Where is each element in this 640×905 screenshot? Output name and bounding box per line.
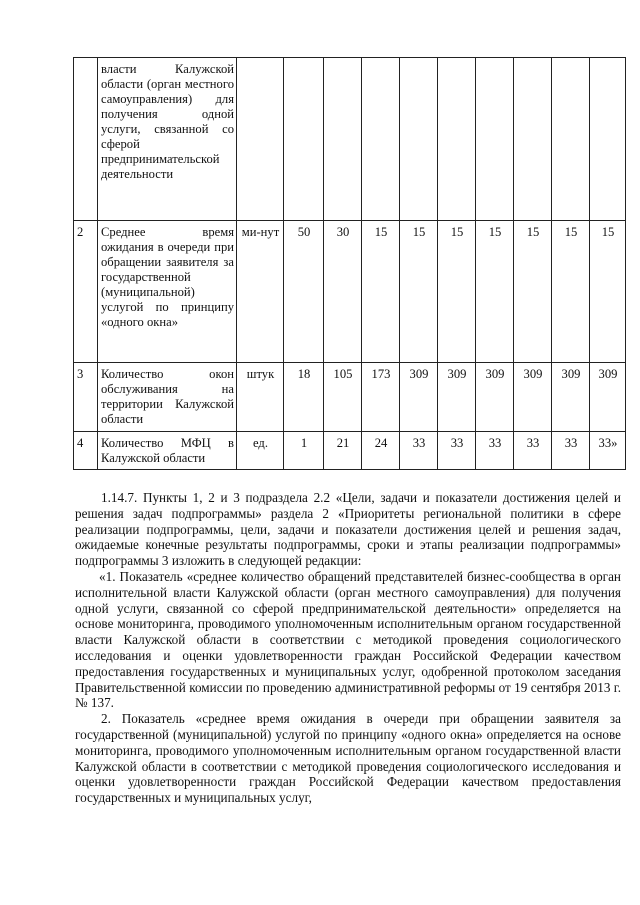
row-number: 4: [74, 432, 98, 470]
indicator-value: 30: [324, 221, 362, 363]
indicator-value: 309: [438, 363, 476, 432]
indicator-value: [590, 58, 626, 221]
indicator-value: 309: [590, 363, 626, 432]
indicator-value: 105: [324, 363, 362, 432]
indicator-value: [476, 58, 514, 221]
indicator-value: 24: [362, 432, 400, 470]
table-body: [74, 58, 626, 470]
unit-of-measure: ми-нут: [237, 221, 284, 363]
indicators-table: [73, 57, 626, 470]
indicator-value: 15: [552, 221, 590, 363]
indicator-value: 33»: [590, 432, 626, 470]
indicator-value: 33: [400, 432, 438, 470]
paragraph-indicator-2: 2. Показатель «среднее время ожидания в очереди при обращении заявителя за государственной (муниципальной) услугой по принципу «одного окна» определяется на основе мониторинга, проводимого уполномоченным исполнительным органом государственной власти Калужской области в соответствии с методикой проведения социологического исследования и оценки удовлетворенности граждан Российской Федерации качеством предоставления государственных и муниципальных услуг,: [75, 711, 621, 806]
indicator-value: 309: [476, 363, 514, 432]
indicator-value: [552, 58, 590, 221]
row-number: 3: [74, 363, 98, 432]
indicator-value: 15: [362, 221, 400, 363]
document-text: [75, 490, 621, 806]
indicator-value: [362, 58, 400, 221]
indicator-value: [438, 58, 476, 221]
indicator-name: Количество МФЦ в Калужской области: [98, 432, 237, 470]
row-number: [74, 58, 98, 221]
indicator-value: 15: [438, 221, 476, 363]
indicator-value: 309: [400, 363, 438, 432]
indicator-value: [284, 58, 324, 221]
indicator-value: 33: [476, 432, 514, 470]
indicator-name: власти Калужской области (орган местного самоуправления) для получения одной услуги, связанной со сферой предпринимательской деятельности: [98, 58, 237, 221]
indicator-value: 173: [362, 363, 400, 432]
indicator-value: 33: [438, 432, 476, 470]
indicator-value: 15: [476, 221, 514, 363]
indicator-value: 309: [514, 363, 552, 432]
indicator-name: Количество окон обслуживания на территории Калужской области: [98, 363, 237, 432]
indicator-value: 33: [514, 432, 552, 470]
table-row: [74, 432, 626, 470]
indicator-value: 1: [284, 432, 324, 470]
paragraph-1-14-7: 1.14.7. Пункты 1, 2 и 3 подраздела 2.2 «Цели, задачи и показатели достижения целей и решения задач подпрограммы» раздела 2 «Приоритеты региональной политики в сфере реализации подпрограммы, цели, задачи и показатели достижения целей и решения задач, ожидаемые конечные результаты подпрограммы, сроки и этапы реализации подпрограммы» подпрограммы 3 изложить в следующей редакции:: [75, 490, 621, 569]
indicator-value: 15: [514, 221, 552, 363]
table-row: [74, 221, 626, 363]
indicator-value: 18: [284, 363, 324, 432]
indicator-value: 21: [324, 432, 362, 470]
row-number: 2: [74, 221, 98, 363]
indicator-value: 309: [552, 363, 590, 432]
unit-of-measure: [237, 58, 284, 221]
indicator-value: 33: [552, 432, 590, 470]
table-row: [74, 363, 626, 432]
indicator-value: [324, 58, 362, 221]
indicator-value: 50: [284, 221, 324, 363]
unit-of-measure: штук: [237, 363, 284, 432]
table-row: [74, 58, 626, 221]
indicator-name: Среднее время ожидания в очереди при обращении заявителя за государственной (муниципальной) услугой по принципу «одного окна»: [98, 221, 237, 363]
unit-of-measure: ед.: [237, 432, 284, 470]
paragraph-indicator-1: «1. Показатель «среднее количество обращений представителей бизнес-сообщества в орган исполнительной власти Калужской области (орган местного самоуправления) для получения одной услуги, связанной со сферой предпринимательской деятельности» определяется на основе мониторинга, проводимого уполномоченным исполнительным органом государственной власти Калужской области в соответствии с методикой проведения социологического исследования и оценки удовлетворенности граждан Российской Федерации качеством предоставления государственных и муниципальных услуг, одобренной протоколом заседания Правительственной комиссии по проведению административной реформы от 19 сентября 2013 г. № 137.: [75, 568, 621, 711]
indicator-value: [400, 58, 438, 221]
indicator-value: 15: [400, 221, 438, 363]
indicator-value: 15: [590, 221, 626, 363]
indicator-value: [514, 58, 552, 221]
